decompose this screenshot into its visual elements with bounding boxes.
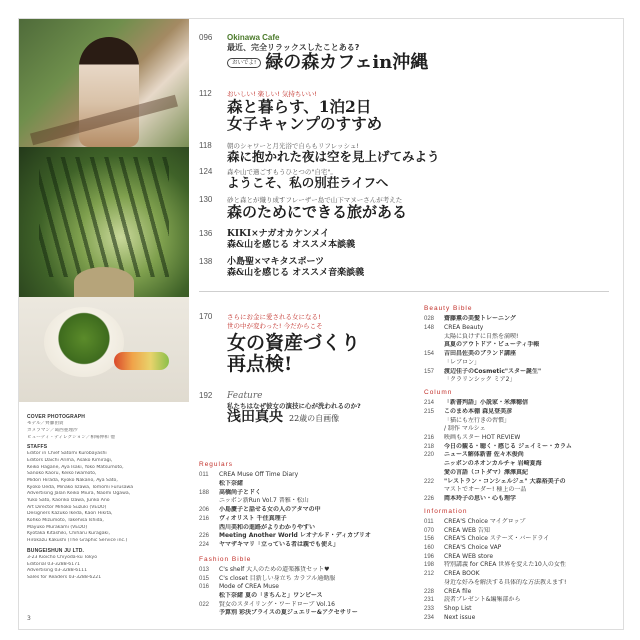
photo-credit-line: カメラマン／葛西亜理沙 — [27, 427, 78, 433]
publisher-line: Sales for Readers 03-3288-6221 — [27, 574, 102, 580]
list-item[interactable]: 028 齋藤薫の美髪トレーニング — [424, 315, 516, 323]
list-item[interactable]: 「レブロン」 — [444, 358, 481, 366]
entry-kicker: Okinawa Cafe — [227, 33, 280, 42]
entry-page-number: 138 — [199, 257, 213, 266]
entry-page-number: 096 — [199, 33, 213, 42]
list-item[interactable]: 233 Shop List — [424, 604, 472, 612]
staff-line: Designers Kazuko Ikeda, Kaori Hikita, — [27, 511, 113, 517]
entry-kicker: 森や山で過ごすもうひとつの"自宅"。 — [227, 168, 337, 176]
entry-page-number: 130 — [199, 195, 213, 204]
list-item[interactable]: 身近な好みを解決する具体的な方法教えます! — [444, 578, 567, 586]
publisher-line: 3-23 Kioicho Chiyoda-ku Tokyo — [27, 554, 98, 560]
list-item[interactable]: 212 CREA BOOK — [424, 570, 480, 578]
list-item[interactable]: 157 渡辺佳子のCosmetic"スター誕生" — [424, 367, 542, 375]
entry-kicker: さらにお金に愛される女になる! — [227, 313, 321, 321]
staff-line: Sanoko Kaoru, Keiko Iwamoto, — [27, 471, 97, 477]
entry-page-number: 192 — [199, 391, 213, 400]
list-item[interactable]: 太陽に負けずに自然を満喫! — [444, 332, 519, 340]
entry-title: 森に抱かれた夜は空を見上げてみよう — [227, 149, 440, 164]
publisher-line: Editorial 03-3288-6171 — [27, 561, 80, 567]
staff-line: Kyotaka Kitashiki, Chiharu Kuragaki, — [27, 531, 110, 537]
staff-line: Editors Daichi Arima, Asako Kimiragi, — [27, 458, 113, 464]
entry-title-line2: 再点検! — [227, 352, 293, 375]
entry-title: 森と暮らす、1泊2日 — [227, 97, 372, 116]
list-item[interactable]: 予算別 彩決プライスの夏ジュエリー&アクセサリー — [219, 609, 358, 617]
list-item[interactable]: 206 小島慶子と話せる女の人のアタマの中 — [199, 506, 321, 514]
staff-line: Keiko Hagane, Aya Isaki, Yoko Matsumoto, — [27, 464, 124, 470]
staff-line: Art Director Mihoko Suzuki (VEDO) — [27, 504, 107, 510]
list-item[interactable]: 松下奈緒 — [219, 480, 244, 488]
staff-credits — [27, 411, 187, 582]
entry-kicker: 砂と森とが織り成すフレーザー島で山下マヌーさんが考えた — [227, 196, 403, 204]
publisher-header: BUNGEISHUN JU LTD. — [27, 547, 85, 554]
entry-title: 小島聖×マキタスポーツ — [227, 257, 325, 267]
list-item[interactable]: 西川美和の進路がよりわかりやすい — [219, 523, 316, 531]
list-item[interactable]: 011 CREA Muse Off Time Diary — [199, 471, 299, 479]
list-item[interactable]: 226 岡本玲子の思い・心も理学 — [424, 494, 517, 502]
list-item[interactable]: / 制作 マルシェ — [444, 425, 486, 433]
entry-page-number: 136 — [199, 229, 213, 238]
staff-line: Yuko Sato, Kaoriko Izawa, Junko Ano — [27, 498, 110, 504]
list-item[interactable]: 222 "レストラン・コンシェルジュ" 大森裕美子の — [424, 477, 566, 485]
staff-header: STAFFS — [27, 444, 48, 451]
list-item[interactable]: 234 Next issue — [424, 613, 476, 621]
list-item[interactable]: 070 CREA WEB 告知 — [424, 526, 490, 534]
entry-page-number: 170 — [199, 312, 213, 321]
regulars-header: Regulars — [199, 461, 234, 468]
list-item[interactable]: 196 CREA WEB store — [424, 552, 494, 560]
regulars-column — [199, 457, 399, 618]
staff-line: Editor in Chief Satomi Kurobayashi — [27, 451, 107, 457]
list-item[interactable]: 218 今日の観る・聴く・感じる ジェイミー・カラム — [424, 442, 572, 450]
list-item[interactable]: 224 ヤマザキマリ「立っている者は親でも使え」 — [199, 540, 340, 548]
list-item[interactable]: 154 吉田昌佐美のブランド講座 — [424, 350, 517, 358]
entry-page-number: 112 — [199, 89, 212, 98]
entry-note: 22歳の自画像 — [289, 414, 340, 423]
entry-title-line2: 女子キャンプのすすめ — [227, 114, 383, 134]
list-item[interactable]: 148 CREA Beauty — [424, 324, 484, 332]
list-item[interactable]: 松下奈緒 夏の「きちんと」ワンピース — [219, 592, 323, 600]
list-item[interactable]: 216 映画もスター HOT REVIEW — [424, 434, 521, 442]
list-item[interactable]: 022 賢女のスタイリング・ワードローブ Vol.16 — [199, 600, 335, 608]
list-item[interactable]: 215 このまめ本棚 森見登美彦 — [424, 408, 513, 416]
cover-woman-photo — [19, 19, 189, 147]
list-item[interactable]: ニッポンのネオンカルチャ 岩崎夏海 — [444, 460, 542, 468]
entry-title: KIKI×ナガオカケンメイ — [227, 229, 330, 239]
list-item[interactable]: 198 特別講義 for CREA 世界を変えた10人の女性 — [424, 561, 566, 569]
list-item[interactable]: 015 C's closet 目新しい身立ち カラフル通勤服 — [199, 574, 336, 582]
list-item[interactable]: 「猫にも左行きの習慣」 — [444, 416, 511, 424]
entry-badge: おいでよ! — [227, 58, 261, 68]
list-item[interactable]: 160 CREA'S Choice VAP — [424, 544, 502, 552]
list-item[interactable]: 216 ヴィオリスト 千住真理子 — [199, 514, 287, 522]
list-item[interactable]: 214 「新書判語」小説家・米澤穂信 — [424, 399, 529, 407]
list-item[interactable]: 228 CREA file — [424, 587, 472, 595]
list-item[interactable]: 226 Meeting Another World レオナルド・ディカプリオ — [199, 532, 371, 540]
list-item[interactable]: 愛の言語（コトダマ）澤澤真紀 — [444, 468, 529, 476]
list-item[interactable]: 231 読者プレゼント&編集部から — [424, 596, 521, 604]
list-item[interactable]: 220 ニュース解体新書 佐々木俊尚 — [424, 451, 524, 459]
list-item[interactable]: ニッポン新Run Vol.7 普雅・松山 — [219, 497, 309, 505]
magazine-contents-page — [18, 18, 624, 630]
entry-kicker: 朝のシャワーと月光浴で自らもリフレッシュ! — [227, 142, 360, 150]
list-item[interactable]: 156 CREA'S Choice ステーズ・バードライ — [424, 535, 550, 543]
entry-title: 女の資産づくり — [227, 332, 361, 354]
information-header: Information — [424, 507, 468, 515]
entry-title-line2: 森&山を感じる オススメ本談義 — [227, 239, 356, 250]
entry-title: 森のためにできる旅がある — [227, 203, 408, 221]
list-item[interactable]: 「クラリンシック ミア2」 — [444, 376, 516, 384]
publisher-line: Advertising 03-3288-6111 — [27, 568, 87, 574]
entry-kicker-line2: 世の中が変わった! 今だからこそ — [227, 322, 323, 330]
fashion-header: Fashion Bible — [199, 555, 252, 563]
staff-line: Mayuko Murakami (VEDO) — [27, 524, 88, 530]
entry-subkicker: 最近、完全リラックスしたことある? — [227, 43, 360, 52]
section-divider — [199, 291, 609, 292]
list-item[interactable]: 真夏のアウトドア・ビューティ手帳 — [444, 341, 540, 349]
entry-title: 浅田真央 — [227, 409, 283, 425]
entry-kicker: 私たちはなぜ彼女の演技に心が洗われるのか? — [227, 402, 361, 410]
entry-page-number: 124 — [199, 167, 213, 176]
list-item[interactable]: マストでオーダー! 極上の一品 — [444, 486, 527, 494]
food-plate-photo — [19, 297, 189, 402]
entry-page-number: 118 — [199, 141, 212, 150]
entry-title: 緑の森カフェin沖縄 — [265, 52, 429, 73]
entry-feature-label: Feature — [227, 391, 263, 401]
column-header: Column — [424, 388, 453, 396]
entry-kicker: おいしい! 楽しい! 気持ちいい! — [227, 90, 317, 98]
entry-title-line2: 森&山を感じる オススメ音楽談義 — [227, 267, 365, 278]
photo-credit-line: ビューティ・ディレクション／相場伸和 他 — [27, 434, 115, 440]
page-folio: 3 — [27, 615, 31, 622]
staff-line: Kyoko Ueda, Minako Iizawa, Tomomi Furusawa — [27, 484, 134, 490]
photo-credit-header: COVER PHOTOGRAPH — [27, 414, 86, 420]
list-item[interactable]: 188 高橋尚子とドく — [199, 488, 262, 496]
list-item[interactable]: 011 CREA'S Choice マイグロップ — [424, 518, 526, 526]
list-item[interactable]: 016 Mode of CREA Muse — [199, 583, 279, 591]
staff-line: Kohko Mizumoto, Takehisa Ishida, — [27, 518, 104, 524]
staff-line: Hirokazu Kakushi (The Graphic Service inc.) — [27, 538, 128, 543]
beauty-header: Beauty Bible — [424, 305, 473, 312]
entry-title: ようこそ、私の別荘ライフへ — [227, 175, 389, 190]
staff-line: Midori Hirada, Ryoko Nakano, Aya Sato, — [27, 478, 118, 484]
photo-credit-line: モデル／齊藤由貴 — [27, 421, 64, 427]
staff-line: Advertising Jalan Keiko Miura, Naomi Ogawa, — [27, 491, 131, 497]
list-item[interactable]: 013 C's shelf 大人のための道楽雑貨セット♥ — [199, 566, 330, 574]
right-contents-column — [424, 301, 620, 622]
forest-photo — [19, 147, 189, 297]
